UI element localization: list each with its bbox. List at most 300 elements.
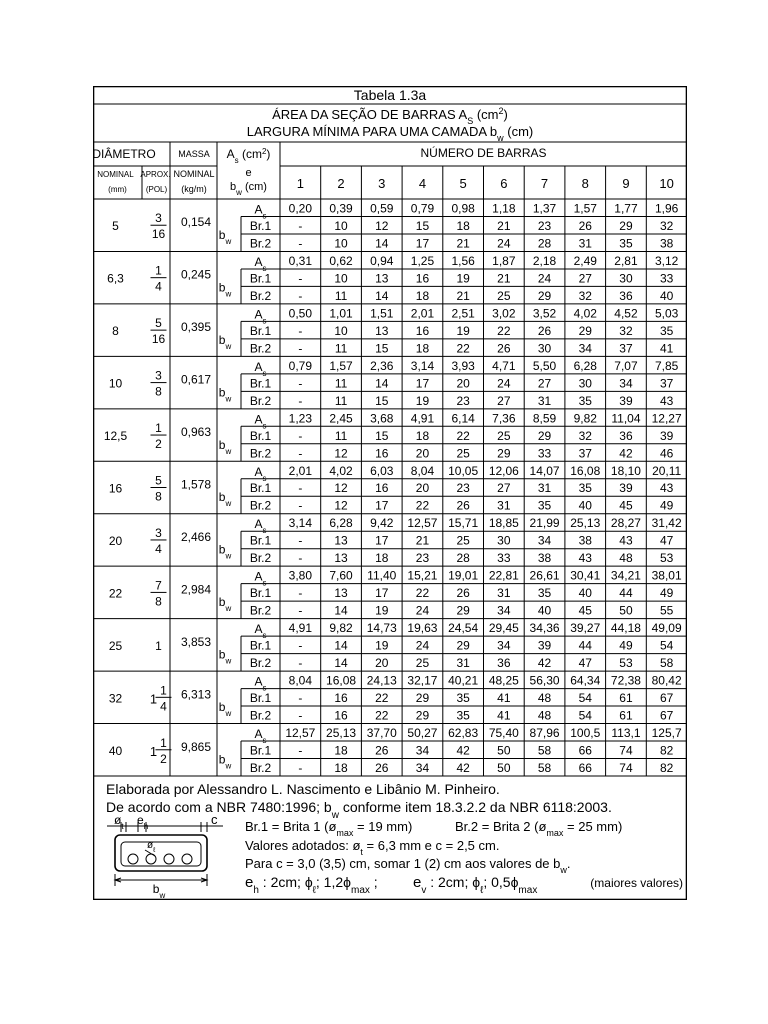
- br2-value: 35: [456, 708, 470, 723]
- br1-value: 35: [456, 691, 470, 706]
- br2-label: Br.2: [249, 393, 272, 408]
- br2-value: 18: [375, 551, 389, 566]
- as-value: 20,11: [652, 463, 682, 478]
- br1-value: 19: [375, 638, 389, 653]
- as-value: 28,27: [610, 516, 641, 531]
- col-header-aprox: APROX.: [140, 170, 171, 179]
- br1-value: 20: [456, 376, 470, 391]
- br1-value: -: [298, 271, 303, 286]
- br1-value: 29: [415, 691, 430, 706]
- br2-value: 41: [659, 341, 674, 356]
- br2-value: 40: [659, 288, 674, 303]
- br1-value: 74: [619, 743, 633, 758]
- br2-value: 21: [456, 288, 470, 303]
- mass-value: 2,466: [180, 529, 212, 544]
- as-value: 1,87: [492, 253, 516, 268]
- br1-value: -: [298, 586, 303, 601]
- br2-value: 33: [537, 446, 552, 461]
- br1-value: 16: [334, 691, 348, 706]
- br1-value: 23: [537, 218, 552, 233]
- br2-value: 24: [497, 236, 511, 251]
- diameter-pol-den: 16: [151, 332, 166, 347]
- br2-value: 14: [375, 236, 389, 251]
- br1-value: 16: [415, 323, 430, 338]
- as-label: $A_s$: [254, 202, 267, 220]
- br2-value: -: [298, 446, 303, 461]
- br1-value: 27: [537, 376, 552, 391]
- col-header-as: $A_s$ $(cm^2)$: [226, 146, 271, 165]
- br1-value: 54: [659, 638, 674, 653]
- bar-count: 5: [459, 176, 467, 191]
- col-header-nominal: NOMINAL: [97, 170, 134, 179]
- as-value: 1,18: [492, 201, 516, 216]
- br2-value: 74: [619, 761, 633, 775]
- br2-value: 55: [659, 603, 674, 618]
- diameter-mm: 5: [112, 219, 119, 234]
- as-value: 100,5: [570, 726, 601, 741]
- br1-value: 16: [415, 271, 430, 286]
- br2-value: 36: [497, 656, 511, 671]
- br2-value: 39: [619, 393, 633, 408]
- br2-value: 26: [375, 761, 389, 775]
- as-value: 6,28: [329, 516, 353, 531]
- as-value: 2,01: [288, 463, 313, 478]
- col-header-e: e: [245, 167, 252, 179]
- as-label: $A_s$: [254, 254, 267, 273]
- as-value: 3,14: [410, 358, 435, 373]
- table-row: [93, 359, 687, 409]
- br2-value: 45: [619, 498, 633, 513]
- br1-label: Br.1: [249, 743, 272, 758]
- as-value: 19,63: [407, 621, 438, 636]
- as-value: 7,36: [492, 411, 516, 426]
- br2-value: 19: [375, 603, 389, 618]
- br1-value: 17: [375, 586, 389, 601]
- diameter-mm: 12,5: [103, 429, 128, 444]
- diameter-pol-den: 2: [155, 437, 162, 452]
- br1-value: -: [298, 323, 303, 338]
- mass-value: 0,617: [180, 372, 212, 387]
- br2-value: 42: [537, 656, 552, 671]
- br2-value: 22: [375, 708, 389, 723]
- as-value: 15,71: [448, 516, 479, 531]
- diameter-pol-num: 3: [155, 525, 162, 540]
- br1-value: 14: [334, 638, 348, 653]
- br1-value: 29: [619, 218, 633, 233]
- as-value: 1,57: [573, 201, 597, 216]
- br2-value: 40: [537, 603, 552, 618]
- br1-value: -: [298, 691, 303, 706]
- diameter-pol-den: 8: [155, 489, 162, 504]
- br2-value: 50: [619, 603, 633, 618]
- br2-value: 14: [334, 603, 348, 618]
- br2-value: 33: [497, 551, 511, 566]
- br2-value: -: [298, 656, 303, 671]
- br2-value: 38: [537, 551, 552, 566]
- as-value: 0,31: [288, 253, 313, 268]
- br2-value: 18: [415, 341, 430, 356]
- br1-value: 19: [456, 323, 470, 338]
- cover-note: Para c = 3,0 (3,5) cm, somar 1 (2) cm aos valores de $b_w$.: [245, 856, 571, 875]
- as-value: 3,93: [451, 358, 475, 373]
- adopted-values-note: Valores adotados: $ø_t = 6,3$ mm e c = 2,5 cm.: [245, 838, 500, 857]
- as-value: 31,42: [651, 516, 682, 531]
- col-header-massa: MASSA: [178, 149, 210, 159]
- br1-value: 30: [578, 376, 592, 391]
- br2-label: Br.2: [249, 446, 272, 461]
- br1-value: 10: [334, 271, 348, 286]
- as-value: 14,07: [529, 463, 560, 478]
- as-label: $A_s$: [254, 622, 267, 640]
- br2-note: Br.2 = Brita 2 ($ø_{max} = 25$ mm): [455, 819, 623, 838]
- br1-value: 82: [659, 743, 674, 758]
- bar-count: 7: [540, 176, 549, 191]
- diameter-pol-den: 4: [160, 699, 167, 714]
- br2-label: Br.2: [249, 498, 272, 513]
- br1-value: 17: [375, 533, 389, 548]
- bar-count: 1: [296, 176, 304, 191]
- br1-value: 22: [497, 323, 511, 338]
- bar-count: 3: [378, 176, 386, 191]
- br1-label: Br.1: [249, 218, 272, 233]
- as-value: 24,13: [366, 673, 397, 688]
- br1-value: 35: [578, 481, 592, 496]
- as-value: 44,18: [610, 621, 641, 636]
- diagram-label-bw: $b_w$: [152, 882, 166, 900]
- as-value: 125,7: [651, 726, 682, 741]
- as-value: 15,21: [407, 568, 438, 583]
- as-value: 40,21: [448, 673, 479, 688]
- as-value: 3,02: [492, 306, 516, 321]
- table-title: Tabela 1.3a: [353, 87, 427, 103]
- as-value: 9,82: [573, 411, 597, 426]
- diagram-label-phi-t: $ø_t$: [114, 813, 124, 831]
- as-value: 9,42: [370, 516, 394, 531]
- br2-value: 27: [497, 393, 511, 408]
- br2-value: 61: [619, 708, 633, 723]
- br1-note: Br.1 = Brita 1 ($ø_{max} = 19$ mm): [245, 819, 413, 838]
- as-value: 6,14: [451, 411, 475, 426]
- reinforcement-table: [93, 86, 687, 900]
- br2-value: 34: [497, 603, 511, 618]
- diameter-pol-num: 5: [155, 316, 162, 331]
- br1-value: 41: [497, 691, 511, 706]
- br1-value: 61: [619, 691, 633, 706]
- as-value: 1,23: [288, 411, 313, 426]
- br1-value: 14: [375, 376, 389, 391]
- as-value: 37,70: [366, 726, 397, 741]
- bar-circle: [128, 854, 138, 864]
- br1-label: Br.1: [249, 638, 272, 653]
- as-value: 39,27: [570, 621, 601, 636]
- diagram-label-phi-l: $ø_\ell$: [147, 840, 156, 854]
- bw-label: $b_w$: [218, 437, 232, 456]
- br2-label: Br.2: [249, 341, 272, 356]
- br1-value: 39: [537, 638, 552, 653]
- bar-count: 9: [622, 176, 630, 191]
- br2-value: 11: [334, 341, 348, 356]
- br2-value: 23: [456, 393, 470, 408]
- br1-value: 18: [456, 218, 470, 233]
- as-value: 87,96: [529, 726, 560, 741]
- table-row: [93, 569, 687, 619]
- table-row: [93, 516, 687, 566]
- br1-value: -: [298, 218, 303, 233]
- diameter-mm: 32: [108, 691, 123, 706]
- br2-value: 29: [497, 446, 511, 461]
- bar-circle: [164, 854, 174, 864]
- as-value: 64,34: [570, 673, 601, 688]
- as-label: $A_s$: [254, 727, 267, 745]
- as-value: 4,02: [329, 463, 353, 478]
- bw-label: $b_w$: [218, 647, 232, 666]
- as-value: 2,49: [573, 253, 597, 268]
- br1-label: Br.1: [249, 271, 272, 286]
- br1-label: Br.1: [249, 481, 272, 496]
- br2-value: 26: [497, 341, 511, 356]
- br2-value: 36: [619, 288, 633, 303]
- br1-value: 20: [415, 481, 430, 496]
- as-value: 26,61: [529, 568, 560, 583]
- br2-value: 54: [578, 708, 592, 723]
- br1-value: 38: [578, 533, 592, 548]
- br2-label: Br.2: [249, 288, 272, 303]
- table-row: [93, 411, 687, 461]
- br1-value: 22: [375, 691, 389, 706]
- mass-value: 0,963: [180, 425, 212, 440]
- as-label: $A_s$: [254, 359, 267, 378]
- br1-value: 15: [375, 428, 389, 443]
- br1-value: 21: [497, 271, 511, 286]
- as-value: 8,59: [532, 411, 557, 426]
- br2-value: 43: [578, 551, 592, 566]
- br2-value: 15: [375, 341, 389, 356]
- as-value: 56,30: [529, 673, 560, 688]
- br1-label: Br.1: [249, 586, 272, 601]
- br1-value: 35: [537, 586, 552, 601]
- br1-value: 44: [578, 638, 592, 653]
- mass-value: 0,395: [180, 320, 212, 335]
- br1-value: 10: [334, 218, 348, 233]
- as-value: 7,07: [614, 358, 638, 373]
- as-value: 1,01: [329, 306, 353, 321]
- as-value: 4,71: [492, 358, 516, 373]
- diameter-pol-num: 7: [155, 578, 162, 593]
- br2-label: Br.2: [249, 708, 272, 723]
- as-value: 1,96: [654, 201, 679, 216]
- as-value: 12,06: [488, 463, 519, 478]
- table-row: [93, 254, 687, 304]
- bw-label: $b_w$: [218, 490, 232, 508]
- as-value: 8,04: [410, 463, 435, 478]
- br2-value: -: [298, 551, 303, 566]
- as-value: 7,60: [329, 568, 353, 583]
- mass-value: 0,245: [180, 267, 212, 282]
- br1-value: 44: [619, 586, 633, 601]
- as-value: 48,25: [488, 673, 519, 688]
- table-sheet: [93, 86, 687, 900]
- br2-value: 49: [659, 498, 674, 513]
- as-value: 0,79: [410, 201, 435, 216]
- diameter-pol-den: 4: [155, 541, 162, 556]
- as-value: 5,50: [532, 358, 557, 373]
- as-value: 4,52: [614, 306, 638, 321]
- bw-label: $b_w$: [218, 542, 232, 561]
- as-value: 0,39: [329, 201, 353, 216]
- as-value: 6,28: [573, 358, 597, 373]
- br2-value: 18: [334, 761, 348, 775]
- br1-value: 25: [456, 533, 470, 548]
- br2-value: 30: [537, 341, 552, 356]
- bw-label: $b_w$: [218, 332, 232, 351]
- br1-value: 40: [578, 586, 592, 601]
- br1-value: 27: [497, 481, 511, 496]
- br2-value: 28: [537, 236, 552, 251]
- as-value: 1,77: [614, 201, 638, 216]
- br1-value: 48: [537, 691, 552, 706]
- br1-value: 47: [659, 533, 674, 548]
- as-value: 11,40: [367, 568, 397, 583]
- unit-kgm: (kg/m): [181, 184, 207, 194]
- as-value: 8,04: [288, 673, 313, 688]
- br1-value: 29: [456, 638, 470, 653]
- br2-value: 53: [619, 656, 633, 671]
- as-value: 1,37: [532, 201, 557, 216]
- as-value: 25,13: [326, 726, 357, 741]
- as-value: 25,13: [570, 516, 601, 531]
- as-label: $A_s$: [254, 307, 267, 325]
- br1-value: 23: [456, 481, 470, 496]
- br1-value: 12: [375, 218, 389, 233]
- as-value: 0,50: [288, 306, 313, 321]
- br2-value: -: [298, 761, 303, 775]
- as-value: 11,04: [611, 411, 641, 426]
- br2-value: 31: [456, 656, 470, 671]
- br2-value: -: [298, 393, 303, 408]
- as-value: 0,94: [370, 253, 394, 268]
- br1-value: 67: [659, 691, 674, 706]
- br1-value: 35: [659, 323, 674, 338]
- br1-value: 26: [578, 218, 592, 233]
- table-row: [93, 201, 687, 251]
- br1-value: 15: [415, 218, 430, 233]
- br2-value: 35: [619, 236, 633, 251]
- as-value: 38,01: [651, 568, 682, 583]
- diameter-mm: 16: [108, 481, 123, 496]
- as-value: 113,1: [611, 726, 641, 741]
- br2-value: 22: [456, 341, 470, 356]
- as-label: $A_s$: [254, 464, 267, 483]
- diagram-label-eh: $e_h$: [137, 813, 149, 831]
- bar-count: 6: [500, 176, 508, 191]
- table-row: [93, 726, 687, 776]
- diameter-pol-num: 3: [155, 368, 162, 383]
- as-value: 50,27: [407, 726, 438, 741]
- as-value: 7,85: [654, 358, 679, 373]
- br1-value: 49: [659, 586, 674, 601]
- br1-value: 13: [375, 323, 389, 338]
- br2-value: 29: [415, 708, 430, 723]
- br1-value: 32: [578, 428, 592, 443]
- br2-value: 14: [334, 656, 348, 671]
- br2-value: 34: [578, 341, 592, 356]
- diameter-pol-den: 16: [151, 227, 166, 242]
- br2-value: 15: [375, 393, 389, 408]
- br1-value: 24: [497, 376, 511, 391]
- as-value: 34,36: [529, 621, 560, 636]
- as-label: $A_s$: [254, 674, 267, 693]
- as-value: 2,01: [410, 306, 435, 321]
- as-value: 0,62: [329, 253, 353, 268]
- br2-value: 43: [659, 393, 674, 408]
- br1-value: -: [298, 533, 303, 548]
- diameter-mm: 10: [108, 376, 123, 391]
- br1-value: 36: [619, 428, 633, 443]
- br1-value: -: [298, 481, 303, 496]
- credit-note: Elaborada por Alessandro L. Nascimento e Libânio M. Pinheiro.: [106, 781, 500, 797]
- br1-value: 34: [537, 533, 552, 548]
- br2-value: 26: [456, 498, 470, 513]
- br1-value: 18: [415, 428, 430, 443]
- eh-formula: $e_h$ : 2cm; $\phi_\ell$; $1,2\phi_{max}$ ;: [245, 874, 378, 896]
- br2-value: 37: [578, 446, 592, 461]
- br2-value: 35: [537, 498, 552, 513]
- br2-value: 12: [334, 446, 348, 461]
- br1-value: 24: [537, 271, 552, 286]
- br1-value: 34: [497, 638, 511, 653]
- br2-value: 46: [659, 446, 674, 461]
- br1-value: 33: [659, 271, 674, 286]
- br1-value: 25: [497, 428, 511, 443]
- ev-formula: $e_v$ : 2cm; $\phi_\ell$; $0,5\phi_{max}$: [413, 874, 538, 896]
- br2-value: 40: [578, 498, 592, 513]
- br2-value: 11: [334, 288, 348, 303]
- br2-value: 19: [415, 393, 430, 408]
- as-label: $A_s$: [254, 412, 267, 430]
- br1-value: 32: [659, 218, 674, 233]
- br1-label: Br.1: [249, 691, 272, 706]
- bar-count: 4: [418, 176, 427, 191]
- br2-value: 23: [415, 551, 430, 566]
- diameter-mm: 40: [108, 743, 123, 758]
- br1-value: 49: [619, 638, 633, 653]
- bar-count: 2: [337, 176, 345, 191]
- as-value: 34,21: [610, 568, 641, 583]
- br2-value: 50: [497, 761, 511, 775]
- br1-value: 10: [334, 323, 348, 338]
- as-value: 0,20: [288, 201, 313, 216]
- col-header-diametro: DIÂMETRO: [93, 147, 156, 161]
- diameter-pol-num: 5: [155, 473, 162, 488]
- br1-value: 29: [578, 323, 592, 338]
- as-value: 2,36: [370, 358, 394, 373]
- bar-count: 8: [581, 176, 589, 191]
- as-value: 19,01: [448, 568, 479, 583]
- br2-value: 25: [456, 446, 470, 461]
- as-value: 2,51: [451, 306, 475, 321]
- br2-value: 31: [497, 498, 511, 513]
- stirrup-diagram: [107, 812, 223, 900]
- as-value: 4,91: [288, 621, 313, 636]
- as-value: 72,38: [610, 673, 641, 688]
- br1-label: Br.1: [249, 533, 272, 548]
- br2-value: 48: [619, 551, 633, 566]
- br1-value: -: [298, 376, 303, 391]
- unit-pol: (POL): [145, 185, 168, 194]
- as-label: $A_s$: [254, 517, 267, 535]
- br2-value: -: [298, 288, 303, 303]
- table-row: [93, 621, 687, 671]
